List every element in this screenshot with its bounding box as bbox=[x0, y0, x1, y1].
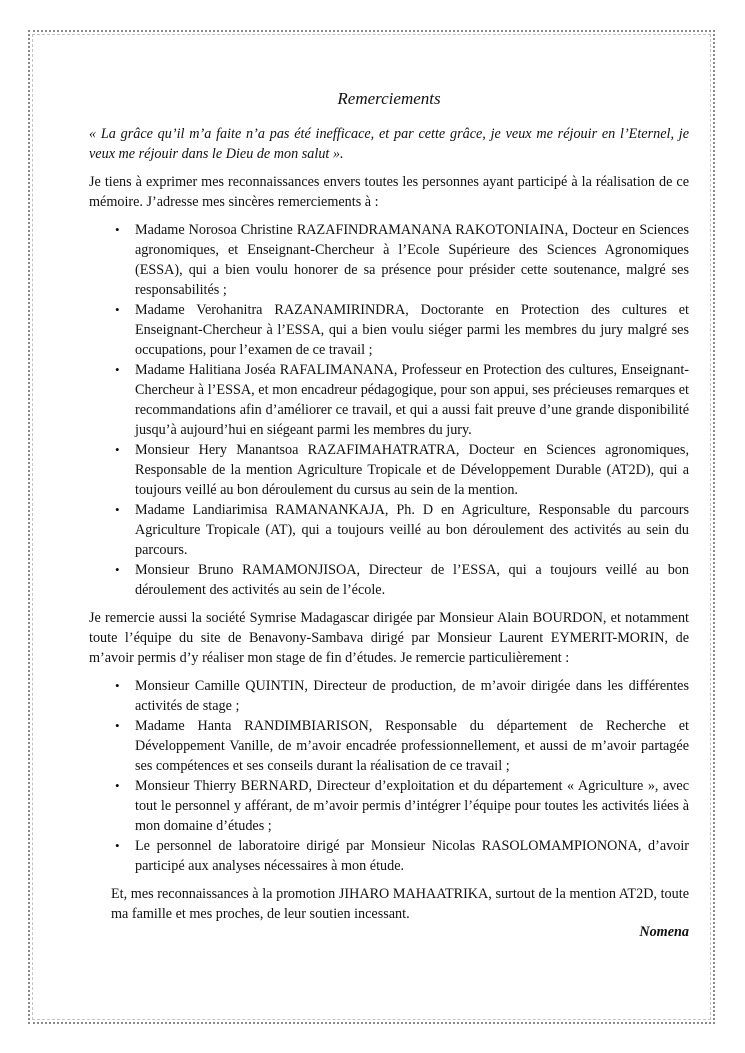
bullet-icon: • bbox=[115, 442, 120, 457]
bullet-icon: • bbox=[115, 302, 120, 317]
bullet-icon: • bbox=[115, 222, 120, 237]
list-item bbox=[115, 360, 689, 440]
bullet-icon: • bbox=[115, 838, 120, 853]
signature: Nomena bbox=[639, 924, 689, 940]
list-item-text: Monsieur Thierry BERNARD, Directeur d’exploitation et du département « Agriculture », avec tout le personnel y afférant, de m’avoir permis d’intégrer l’équipe pour toutes les activités liées à mon domaine d’études ; bbox=[135, 778, 689, 834]
list-item-text: Madame Verohanitra RAZANAMIRINDRA, Doctorante en Protection des cultures et Enseignant-Chercheur à l’ESSA, qui a bien voulu siéger parmi les membres du jury malgré ses occupations, pour l’examen de ce travail ; bbox=[135, 302, 689, 358]
list-item-text: Madame Hanta RANDIMBIARISON, Responsable du département de Recherche et Développement Vanille, de m’avoir encadrée professionnellement, et aussi de m’avoir partagée ses compétences et ses conseils durant la réalisation de ce travail ; bbox=[135, 718, 689, 774]
list-item bbox=[115, 500, 689, 560]
list-item bbox=[115, 300, 689, 360]
jury-acknowledgement-list bbox=[89, 220, 689, 600]
list-item bbox=[115, 440, 689, 500]
list-item-text: Madame Landiarimisa RAMANANKAJA, Ph. D en Agriculture, Responsable du parcours Agriculture Tropicale (AT), qui a toujours veillé au bon déroulement des activités au sein du parcours. bbox=[135, 502, 689, 558]
list-item-text: Madame Halitiana Joséa RAFALIMANANA, Professeur en Protection des cultures, Enseignant-Chercheur à l’ESSA, et mon encadreur pédagogique, pour son appui, ses précieuses remarques et recommandations afin d’améliorer ce travail, et qui a aussi fait preuve d’une grande disponibilité jusqu’à aujourd’hui en siégeant parmi les membres du jury. bbox=[135, 362, 689, 438]
bullet-icon: • bbox=[115, 562, 120, 577]
list-item bbox=[115, 676, 689, 716]
list-item bbox=[115, 776, 689, 836]
list-item-text: Monsieur Camille QUINTIN, Directeur de production, de m’avoir dirigée dans les différentes activités de stage ; bbox=[135, 678, 689, 714]
list-item-text: Monsieur Bruno RAMAMONJISOA, Directeur de l’ESSA, qui a toujours veillé au bon déroulement des activités au sein de l’école. bbox=[135, 562, 689, 598]
list-item-text: Le personnel de laboratoire dirigé par Monsieur Nicolas RASOLOMAMPIONONA, d’avoir participé aux analyses nécessaires à mon étude. bbox=[135, 838, 689, 874]
list-item bbox=[115, 836, 689, 876]
bullet-icon: • bbox=[115, 718, 120, 733]
list-item bbox=[115, 220, 689, 300]
list-item bbox=[115, 716, 689, 776]
closing-paragraph: Et, mes reconnaissances à la promotion JIHARO MAHAATRIKA, surtout de la mention AT2D, toute ma famille et mes proches, de leur soutien incessant. bbox=[111, 886, 689, 922]
intro-paragraph: Je tiens à exprimer mes reconnaissances envers toutes les personnes ayant participé à la réalisation de ce mémoire. J’adresse mes sincères remerciements à : bbox=[89, 174, 689, 210]
page-title: Remerciements bbox=[337, 89, 441, 108]
list-item-text: Monsieur Hery Manantsoa RAZAFIMAHATRATRA, Docteur en Sciences agronomiques, Responsable de la mention Agriculture Tropicale et de Développement Durable (AT2D), qui a toujours veillé au bon déroulement du cursus au sein de la mention. bbox=[135, 442, 689, 498]
bullet-icon: • bbox=[115, 502, 120, 517]
bullet-icon: • bbox=[115, 362, 120, 377]
list-item-text: Madame Norosoa Christine RAZAFINDRAMANANA RAKOTONIAINA, Docteur en Sciences agronomiques, et Enseignant-Chercheur à l’Ecole Supérieure des Sciences Agronomiques (ESSA), qui a bien voulu honorer de sa présence pour présider cette soutenance, malgré ses responsabilités ; bbox=[135, 222, 689, 298]
bullet-icon: • bbox=[115, 678, 120, 693]
company-acknowledgement-list bbox=[89, 676, 689, 876]
epigraph-quote: « La grâce qu’il m’a faite n’a pas été inefficace, et par cette grâce, je veux me réjouir en l’Eternel, je veux me réjouir dans le Dieu de mon salut ». bbox=[89, 126, 689, 162]
document-body bbox=[89, 88, 689, 942]
list-item bbox=[115, 560, 689, 600]
bullet-icon: • bbox=[115, 778, 120, 793]
company-paragraph: Je remercie aussi la société Symrise Madagascar dirigée par Monsieur Alain BOURDON, et notamment toute l’équipe du site de Benavony-Sambava dirigé par Monsieur Laurent EYMERIT-MORIN, de m’avoir permis d’y réaliser mon stage de fin d’études. Je remercie particulièrement : bbox=[89, 610, 689, 666]
